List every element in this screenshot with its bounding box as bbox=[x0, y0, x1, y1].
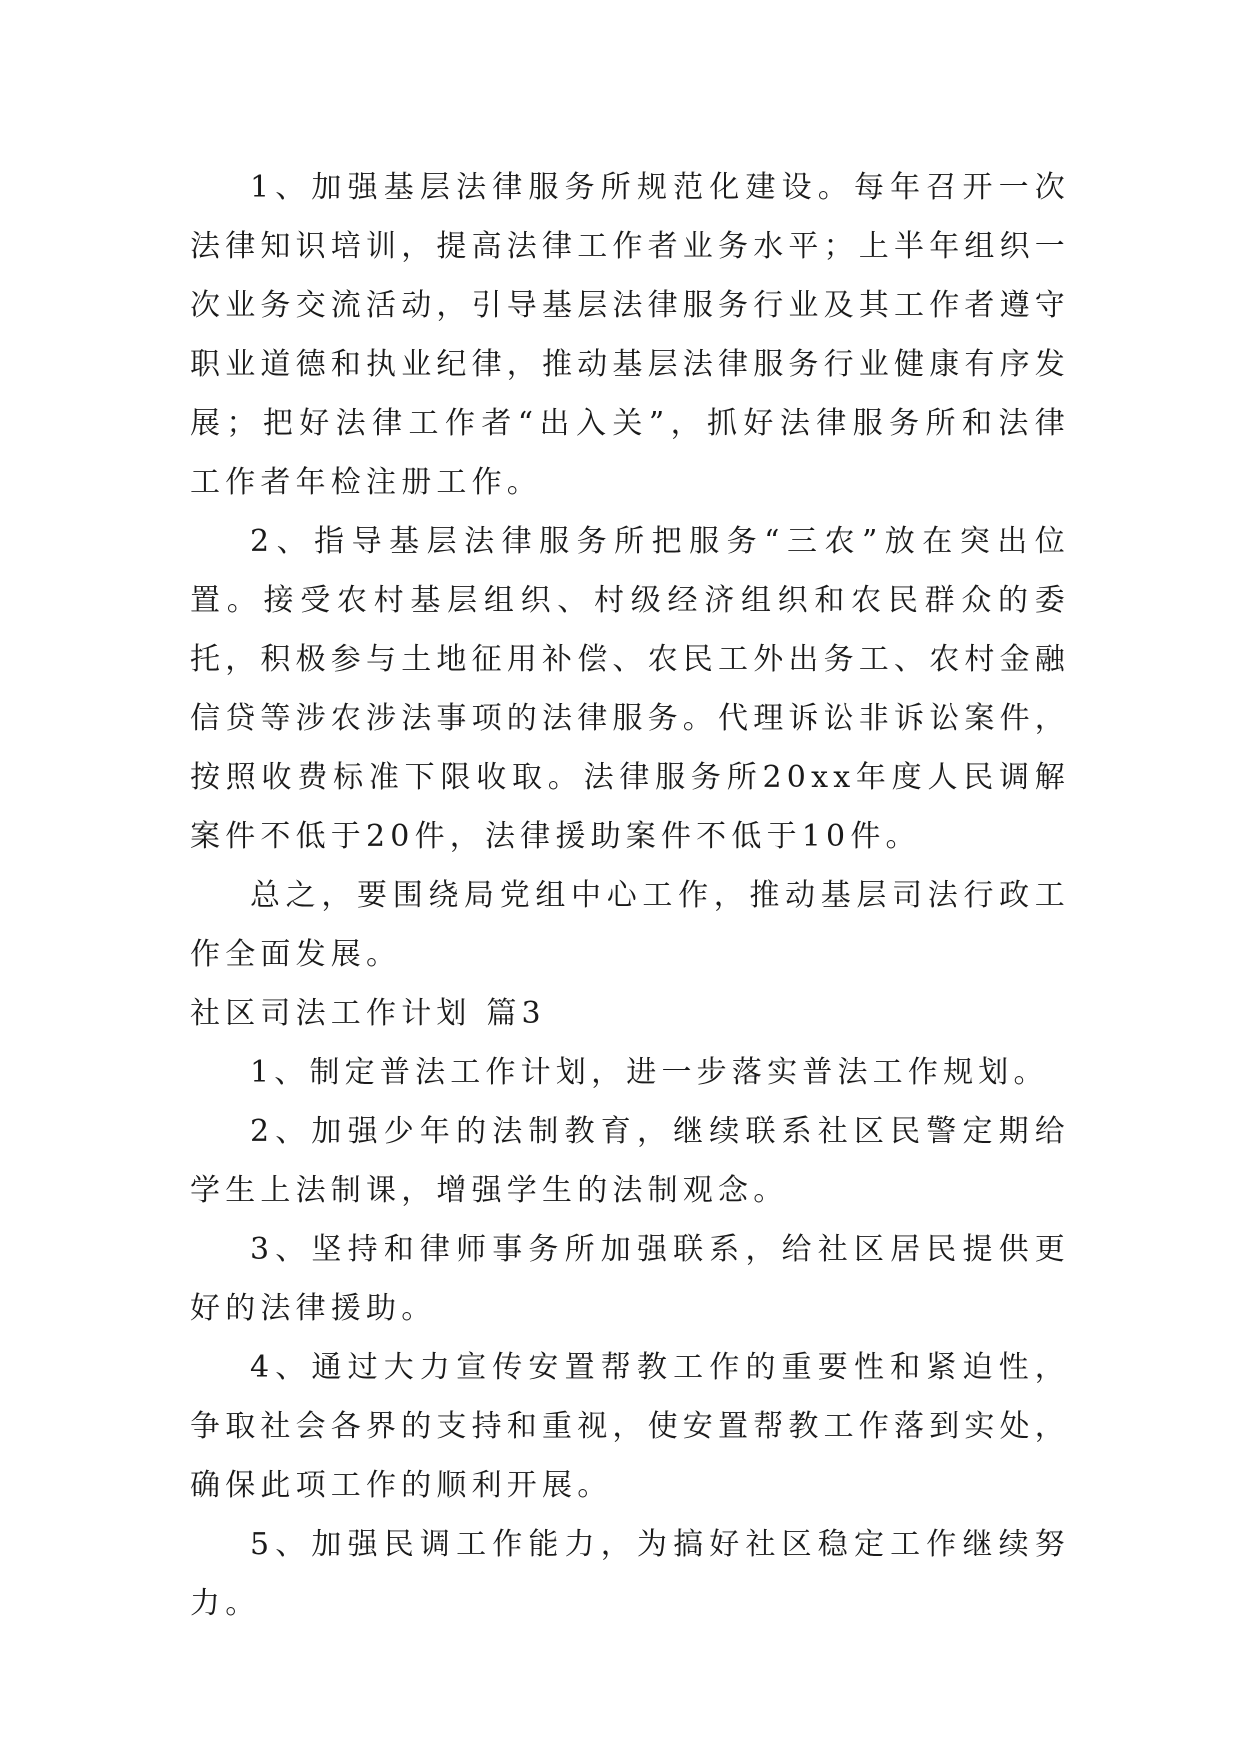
document-body bbox=[190, 158, 1070, 1633]
paragraph-item-1: 1、加强基层法律服务所规范化建设。每年召开一次法律知识培训，提高法律工作者业务水平；上半年组织一次业务交流活动，引导基层法律服务行业及其工作者遵守职业道德和执业纪律，推动基层法律服务行业健康有序发展；把好法律工作者“出入关”，抓好法律服务所和法律工作者年检注册工作。 bbox=[190, 170, 1070, 500]
paragraph-item-2: 2、指导基层法律服务所把服务“三农”放在突出位置。接受农村基层组织、村级经济组织和农民群众的委托，积极参与土地征用补偿、农民工外出务工、农村金融信贷等涉农涉法事项的法律服务。代理诉讼非诉讼案件，按照收费标准下限收取。法律服务所20xx年度人民调解案件不低于20件，法律援助案件不低于10件。 bbox=[190, 524, 1070, 854]
plan-item-5: 5、加强民调工作能力，为搞好社区稳定工作继续努力。 bbox=[190, 1527, 1070, 1621]
plan-item-3: 3、坚持和律师事务所加强联系，给社区居民提供更好的法律援助。 bbox=[190, 1232, 1070, 1326]
paragraph-summary: 总之，要围绕局党组中心工作，推动基层司法行政工作全面发展。 bbox=[190, 878, 1070, 972]
plan-item-2: 2、加强少年的法制教育，继续联系社区民警定期给学生上法制课，增强学生的法制观念。 bbox=[190, 1114, 1070, 1208]
plan-item-1: 1、制定普法工作计划，进一步落实普法工作规划。 bbox=[250, 1055, 1049, 1090]
section-heading: 社区司法工作计划 篇3 bbox=[190, 996, 546, 1031]
plan-item-4: 4、通过大力宣传安置帮教工作的重要性和紧迫性，争取社会各界的支持和重视，使安置帮教工作落到实处，确保此项工作的顺利开展。 bbox=[190, 1350, 1070, 1503]
